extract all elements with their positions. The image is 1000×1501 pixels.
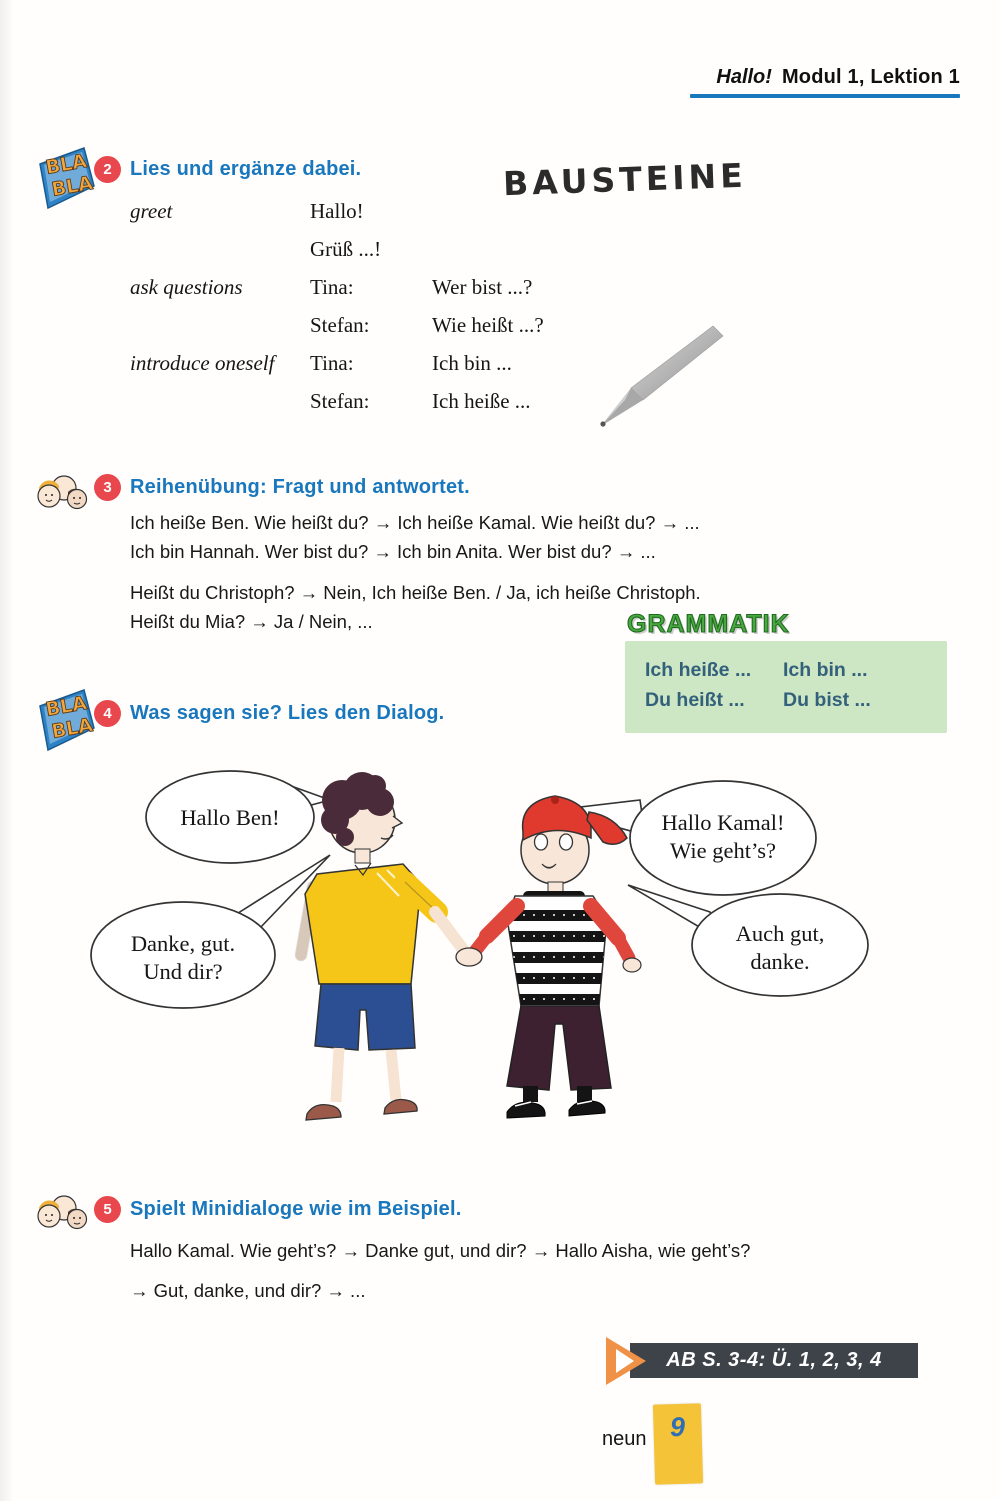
grammar-item: Ich bin ... [783,659,868,681]
exercise-4-number: 4 [94,700,121,727]
exercise-5-title: Spielt Minidialoge wie im Beispiel. [130,1198,462,1220]
exercise-3-lines-2 [130,579,701,636]
speaker-label: Tina: [310,351,354,375]
bubble-text: Hallo Kamal! [661,810,785,835]
grammatik-column-1 [645,655,751,715]
blabla-text-bottom: BLA [50,172,95,201]
speech-bubble-danke-gut [91,902,275,1008]
phrase: Hallo! [310,199,364,223]
function-label: greet [130,199,173,223]
table-row [130,344,544,382]
dialog-line: Heißt du Mia? → Ja / Nein, ... [130,610,373,632]
phrase [432,192,544,230]
boy-kamal [473,796,641,1118]
page-number-tab [653,1403,703,1484]
phrase [432,230,544,268]
blabla-text-top: BLA [44,692,89,721]
exercise-5-line-2: → Gut, danke, und dir? → ... [130,1280,366,1301]
exercise-5-number: 5 [94,1196,121,1223]
function-label: introduce oneself [130,351,275,375]
bubble-text: Und dir? [143,959,223,984]
blabla-icon [34,146,98,212]
phrase: Ich heiße ... [432,389,531,413]
blabla-icon [34,688,98,754]
speech-bubble-hallo-ben [146,771,314,863]
workbook-reference-banner [630,1343,918,1378]
kids-icon [33,466,97,522]
workbook-reference-text: AB S. 3-4: Ü. 1, 2, 3, 4 [666,1349,882,1371]
phrase: Wie heißt ...? [432,313,544,337]
function-label [130,382,310,420]
phrase: Wer bist ...? [432,275,533,299]
bubble-text: danke. [750,949,810,974]
grammar-item: Ich heiße ... [645,659,752,681]
module-lesson-title: Modul 1, Lektion 1 [781,66,960,88]
bubble-text: Wie geht’s? [670,838,776,863]
bausteine-table [130,192,544,420]
course-title: Hallo! [716,66,772,88]
dialog-line: Heißt du Christoph? → Nein, Ich heiße Ben. / Ja, ich heiße Christoph. [130,582,701,603]
blabla-text-bottom: BLA [50,714,95,743]
phrase: Grüß ...! [310,237,382,261]
table-row [130,192,544,230]
bubble-text: Auch gut, [735,921,825,946]
function-label: ask questions [130,275,243,299]
table-row [130,268,544,306]
speaker-label: Stefan: [310,313,370,337]
page-header [716,66,960,89]
table-row [130,306,544,344]
table-row [130,230,544,268]
illustration-boys-handshake [55,752,945,1182]
exercise-3-number: 3 [94,474,121,501]
grammatik-title: GRAMMATIK [627,610,790,638]
exercise-4-title: Was sagen sie? Lies den Dialog. [130,702,445,724]
pencil-icon [585,322,725,432]
phrase: Ich bin ... [432,351,512,375]
exercise-5-line-1: Hallo Kamal. Wie geht’s? → Danke gut, und dir? → Hallo Aisha, wie geht’s? [130,1240,751,1261]
page-number: 9 [669,1411,686,1443]
grammar-item: Du heißt ... [645,689,745,711]
handshake [456,948,482,966]
speech-bubble-hallo-kamal [630,781,816,895]
table-row [130,382,544,420]
speaker-label: Stefan: [310,389,370,413]
dialog-line: Ich heiße Ben. Wie heißt du? → Ich heiße Kamal. Wie heißt du? → ... [130,512,700,533]
bausteine-heading: BAUSTEINE [502,155,748,204]
dialog-line: Ich bin Hannah. Wer bist du? → Ich bin Anita. Wer bist du? → ... [130,540,656,562]
header-rule [690,94,960,98]
page-number-word: neun [602,1428,647,1450]
grammatik-column-2 [783,655,871,715]
exercise-3-lines-1 [130,509,700,566]
bubble-text: Danke, gut. [130,931,236,956]
kids-icon [33,1186,97,1242]
speech-bubble-auch-gut [692,894,868,996]
boy-ben [301,772,468,1120]
exercise-3-title: Reihenübung: Fragt und antwortet. [130,476,470,498]
function-label [130,306,310,344]
banner-arrow-inner-icon [616,1349,634,1373]
speaker-label: Tina: [310,275,354,299]
blabla-text-top: BLA [44,150,89,179]
function-label [130,230,310,268]
exercise-2-title: Lies und ergänze dabei. [130,158,362,180]
grammar-item: Du bist ... [783,689,871,711]
bubble-text: Hallo Ben! [180,805,280,830]
exercise-2-number: 2 [94,156,121,183]
